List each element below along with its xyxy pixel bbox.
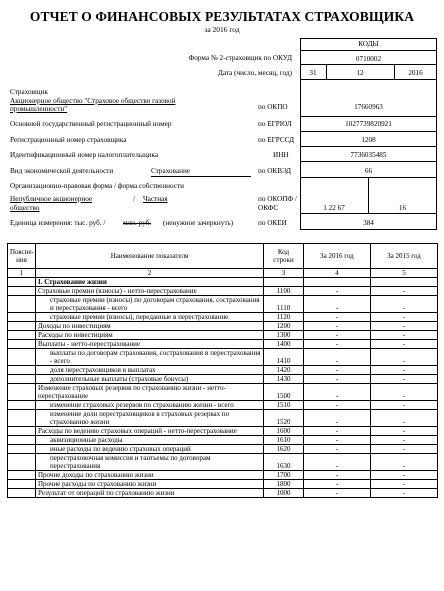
- row-code: 1400: [264, 340, 304, 349]
- row-value-2016: -: [304, 287, 371, 296]
- row-code: 1410: [264, 349, 304, 366]
- row-value-2016: -: [304, 296, 371, 313]
- regnum-value: 1208: [361, 136, 376, 144]
- row-value-2016: [304, 278, 371, 287]
- form-code: 0710002: [355, 55, 382, 63]
- inn-text: Идентификационный номер налогоплательщика: [10, 151, 159, 159]
- row-note: [8, 401, 36, 410]
- row-code: 1600: [264, 427, 304, 436]
- row-value-2015: -: [371, 401, 438, 410]
- okopf-label-2: ОКФС: [258, 204, 279, 212]
- units-note: (ненужное зачеркнуть): [163, 219, 234, 227]
- col-number: 1: [8, 269, 36, 278]
- row-name: Выплаты - нетто-перестрахование: [36, 340, 264, 349]
- ogrn-label: по ЕГРЮЛ: [258, 120, 292, 128]
- row-code: 1420: [264, 366, 304, 375]
- okpo-label: по ОКПО: [258, 103, 288, 111]
- row-note: [8, 410, 36, 427]
- row-code: 1110: [264, 296, 304, 313]
- slash-separator: /: [133, 195, 135, 203]
- header-2015: За 2015 год: [371, 244, 438, 269]
- col-number: 2: [36, 269, 264, 278]
- form-label: Форма № 2-страховщик по ОКУД: [188, 54, 292, 62]
- table-row: [8, 331, 438, 340]
- row-value-2015: -: [371, 313, 438, 322]
- row-code: 1800: [264, 480, 304, 489]
- row-note: [8, 349, 36, 366]
- table-row: [8, 480, 438, 489]
- row-code: 1520: [264, 410, 304, 427]
- row-code: [264, 278, 304, 287]
- row-value-2015: -: [371, 322, 438, 331]
- orgform-line-2: общество: [10, 204, 40, 212]
- regnum-label: по ЕГРССД: [258, 136, 295, 144]
- table-row: [8, 489, 438, 498]
- row-code: 1300: [264, 331, 304, 340]
- row-name: Расходы по инвестициям: [36, 331, 264, 340]
- insurer-name-2: промышленности": [10, 105, 68, 113]
- units-text: Единица измерения: тыс. руб. /: [10, 219, 106, 227]
- table-row: [8, 401, 438, 410]
- row-note: [8, 375, 36, 384]
- table-row: [8, 296, 438, 313]
- row-code: 1610: [264, 436, 304, 445]
- table-row: [8, 322, 438, 331]
- row-value-2015: -: [371, 340, 438, 349]
- row-name: страховые премии (взносы) по договорам страхования, сострахования и перестрахования - всего: [36, 296, 264, 313]
- row-value-2016: -: [304, 427, 371, 436]
- row-value-2015: -: [371, 454, 438, 471]
- row-value-2016: -: [304, 410, 371, 427]
- table-row: [8, 278, 438, 287]
- table-row: [8, 471, 438, 480]
- inn-value: 7736035485: [350, 151, 387, 159]
- row-name: изменение доли перестраховщиков в страховых резервах по страхованию жизни: [36, 410, 264, 427]
- activity-text: Вид экономической деятельности: [10, 167, 114, 175]
- okei-label: по ОКЕИ: [258, 219, 287, 227]
- row-note: [8, 366, 36, 375]
- row-value-2015: -: [371, 375, 438, 384]
- row-code: 1100: [264, 287, 304, 296]
- row-note: [8, 340, 36, 349]
- row-note: [8, 445, 36, 454]
- okved-label: по ОКВЭД: [258, 167, 292, 175]
- row-code: 1510: [264, 401, 304, 410]
- row-note: [8, 471, 36, 480]
- ownership-value: Частная: [143, 195, 168, 203]
- table-row: [8, 287, 438, 296]
- header-code: Код строки: [264, 244, 304, 269]
- activity-value: Страхование: [151, 167, 190, 175]
- row-value-2016: -: [304, 331, 371, 340]
- row-code: 1200: [264, 322, 304, 331]
- row-note: [8, 480, 36, 489]
- orgform-line-1: Непубличное акционерное: [10, 195, 93, 203]
- codes-header: КОДЫ: [358, 40, 379, 48]
- row-note: [8, 331, 36, 340]
- col-number: 3: [264, 269, 304, 278]
- row-value-2015: -: [371, 366, 438, 375]
- row-value-2016: -: [304, 340, 371, 349]
- table-row: [8, 349, 438, 366]
- insurer-name-1: Акционерное общество "Страховое общество газовой: [10, 97, 176, 105]
- row-note: [8, 278, 36, 287]
- row-value-2016: -: [304, 366, 371, 375]
- row-value-2016: -: [304, 436, 371, 445]
- okpo-value: 17660963: [354, 103, 383, 111]
- table-row: [8, 410, 438, 427]
- row-value-2015: -: [371, 489, 438, 498]
- row-value-2016: -: [304, 322, 371, 331]
- row-name: дополнительные выплаты (страховые бонусы): [36, 375, 264, 384]
- row-code: 1620: [264, 445, 304, 454]
- row-value-2015: -: [371, 331, 438, 340]
- okei-value: 384: [363, 219, 374, 227]
- row-value-2015: -: [371, 384, 438, 401]
- row-note: [8, 296, 36, 313]
- orgform-text: Организационно-правовая форма / форма собственности: [10, 182, 184, 190]
- row-value-2015: -: [371, 410, 438, 427]
- row-value-2016: -: [304, 445, 371, 454]
- row-value-2015: -: [371, 436, 438, 445]
- row-name: Результат от операций по страхованию жизни: [36, 489, 264, 498]
- row-value-2015: -: [371, 480, 438, 489]
- table-row: [8, 454, 438, 471]
- row-note: [8, 454, 36, 471]
- row-value-2015: -: [371, 445, 438, 454]
- header-2016: За 2016 год: [304, 244, 371, 269]
- date-month: 12: [356, 69, 364, 77]
- row-name: страховые премии (взносы), переданные в перестрахование: [36, 313, 264, 322]
- okopf-value: 1 22 67: [323, 204, 345, 212]
- date-label: Дата (число, месяц, год): [217, 69, 292, 77]
- row-code: 1500: [264, 384, 304, 401]
- row-code: 1700: [264, 471, 304, 480]
- regnum-text: Регистрационный номер страховщика: [10, 136, 127, 144]
- row-value-2016: -: [304, 375, 371, 384]
- table-row: [8, 384, 438, 401]
- row-value-2015: -: [371, 287, 438, 296]
- table-row: [8, 445, 438, 454]
- row-value-2015: -: [371, 471, 438, 480]
- financial-results-table: [7, 243, 438, 498]
- row-value-2015: -: [371, 296, 438, 313]
- header-indicator: Наименование показателя: [36, 244, 264, 269]
- row-note: [8, 287, 36, 296]
- row-name: Расходы по ведению страховых операций - нетто-перестрахование: [36, 427, 264, 436]
- row-value-2015: [371, 278, 438, 287]
- row-value-2016: -: [304, 349, 371, 366]
- row-value-2016: -: [304, 480, 371, 489]
- okfs-value: 16: [398, 204, 407, 212]
- row-note: [8, 489, 36, 498]
- row-value-2016: -: [304, 401, 371, 410]
- row-name: Страховые премии (взносы) - нетто-перестрахование: [36, 287, 264, 296]
- row-name: I. Страхование жизни: [36, 278, 264, 287]
- row-name: Изменение страховых резервов по страхованию жизни - нетто-перестрахование: [36, 384, 264, 401]
- col-number: 4: [304, 269, 371, 278]
- row-name: доля перестраховщиков в выплатах: [36, 366, 264, 375]
- row-value-2016: -: [304, 471, 371, 480]
- row-code: 1430: [264, 375, 304, 384]
- row-note: [8, 427, 36, 436]
- insurer-label: Страховщик: [10, 88, 48, 96]
- units-struck: млн. руб.: [123, 219, 152, 227]
- row-note: [8, 313, 36, 322]
- col-number: 5: [371, 269, 438, 278]
- table-row: [8, 427, 438, 436]
- row-name: Доходы по инвестициям: [36, 322, 264, 331]
- row-name: Прочие доходы по страхованию жизни: [36, 471, 264, 480]
- row-note: [8, 322, 36, 331]
- row-name: изменение страховых резервов по страхованию жизни - всего: [36, 401, 264, 410]
- row-name: аквизиционные расходы: [36, 436, 264, 445]
- row-name: Прочие расходы по страхованию жизни: [36, 480, 264, 489]
- table-row: [8, 313, 438, 322]
- row-code: 1000: [264, 489, 304, 498]
- okopf-label-1: по ОКОПФ /: [258, 195, 297, 203]
- ogrn-text: Основной государственный регистрационный номер: [10, 120, 172, 128]
- row-value-2015: -: [371, 427, 438, 436]
- ogrn-value: 1027739820921: [345, 120, 392, 128]
- row-note: [8, 436, 36, 445]
- row-value-2015: -: [371, 349, 438, 366]
- table-row: [8, 436, 438, 445]
- row-note: [8, 384, 36, 401]
- row-code: 1630: [264, 454, 304, 471]
- row-value-2016: -: [304, 313, 371, 322]
- row-value-2016: -: [304, 489, 371, 498]
- table-row: [8, 366, 438, 375]
- row-value-2016: -: [304, 384, 371, 401]
- row-code: 1120: [264, 313, 304, 322]
- report-title: ОТЧЕТ О ФИНАНСОВЫХ РЕЗУЛЬТАТАХ СТРАХОВЩИКА: [29, 9, 415, 24]
- inn-label: ИНН: [273, 151, 289, 159]
- row-name: выплаты по договорам страхования, сострахования и перестрахования - всего: [36, 349, 264, 366]
- row-value-2016: -: [304, 454, 371, 471]
- okved-value: 66: [364, 167, 373, 175]
- row-name: перестраховочная комиссия и тантьемы по договорам перестрахования: [36, 454, 264, 471]
- date-year: 2016: [408, 69, 423, 77]
- date-day: 31: [309, 69, 317, 77]
- table-row: [8, 340, 438, 349]
- table-row: [8, 375, 438, 384]
- header-notes: Поясне- ния: [8, 244, 36, 269]
- report-period: за 2016 год: [204, 25, 240, 34]
- row-name: иные расходы по ведению страховых операций: [36, 445, 264, 454]
